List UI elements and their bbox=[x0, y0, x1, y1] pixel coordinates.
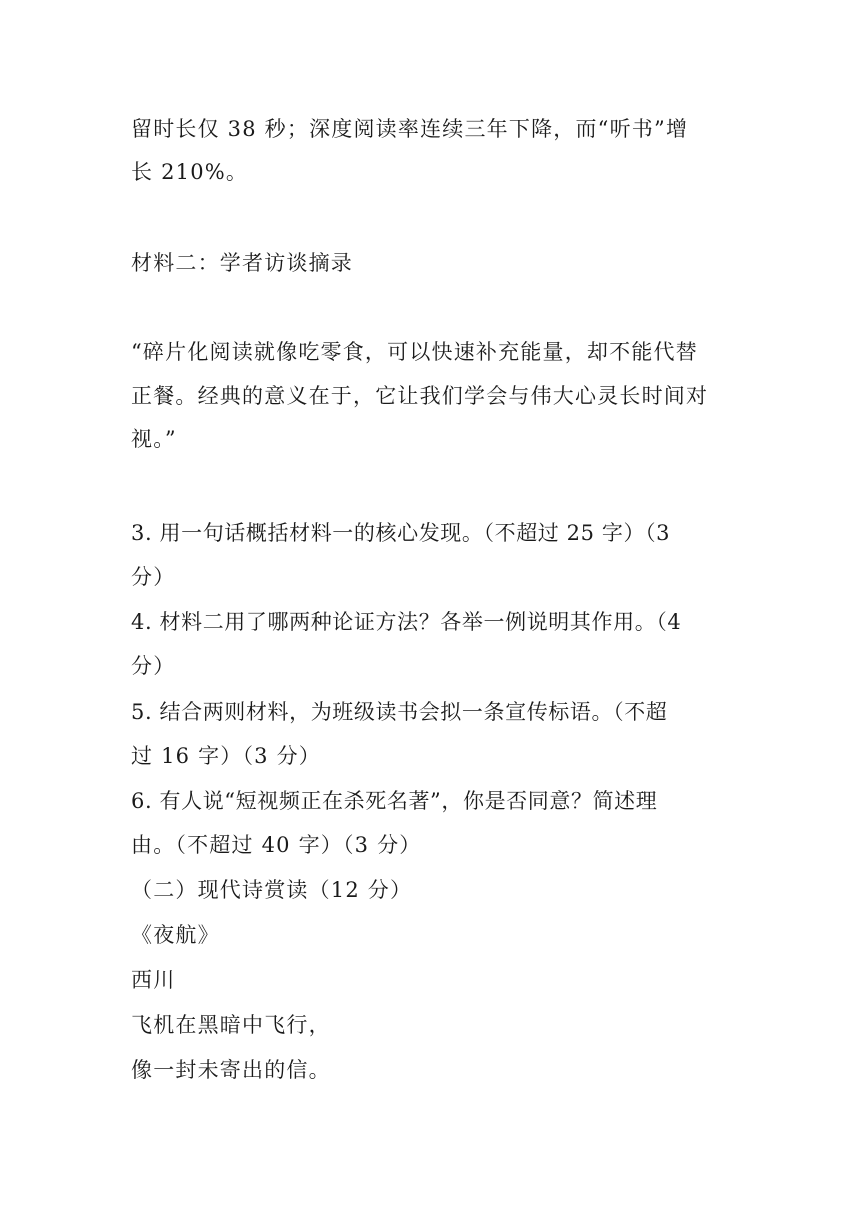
poem-title: 《夜航》 bbox=[131, 923, 220, 947]
question-4-line-1: 4. 材料二用了哪两种论证方法？各举一例说明其作用。（4 bbox=[131, 610, 682, 634]
question-4-line-2: 分） bbox=[131, 654, 176, 678]
question-5-line-1: 5. 结合两则材料，为班级读书会拟一条宣传标语。（不超 bbox=[131, 700, 668, 724]
question-6-line-2: 由。（不超过 40 字）（3 分） bbox=[131, 833, 422, 857]
question-6-line-1: 6. 有人说“短视频正在杀死名著”，你是否同意？简述理 bbox=[131, 789, 658, 813]
quote-line-2: 正餐。经典的意义在于，它让我们学会与伟大心灵长时间对 bbox=[131, 384, 709, 408]
poem-verse-2: 像一封未寄出的信。 bbox=[131, 1058, 331, 1082]
quote-line-1: “碎片化阅读就像吃零食，可以快速补充能量，却不能代替 bbox=[131, 340, 698, 364]
question-3-line-1: 3. 用一句话概括材料一的核心发现。（不超过 25 字）（3 bbox=[131, 521, 671, 545]
poem-verse-1: 飞机在黑暗中飞行， bbox=[131, 1013, 331, 1037]
poem-section-heading: （二）现代诗赏读（12 分） bbox=[131, 878, 413, 902]
passage-line-1: 留时长仅 38 秒；深度阅读率连续三年下降，而“听书”增 bbox=[131, 117, 689, 141]
passage-line-2: 长 210%。 bbox=[131, 160, 249, 184]
question-3-line-2: 分） bbox=[131, 565, 176, 589]
quote-line-3: 视。” bbox=[131, 427, 177, 451]
material2-heading: 材料二：学者访谈摘录 bbox=[131, 251, 353, 275]
poem-author: 西川 bbox=[131, 968, 176, 992]
question-5-line-2: 过 16 字）（3 分） bbox=[131, 744, 322, 768]
